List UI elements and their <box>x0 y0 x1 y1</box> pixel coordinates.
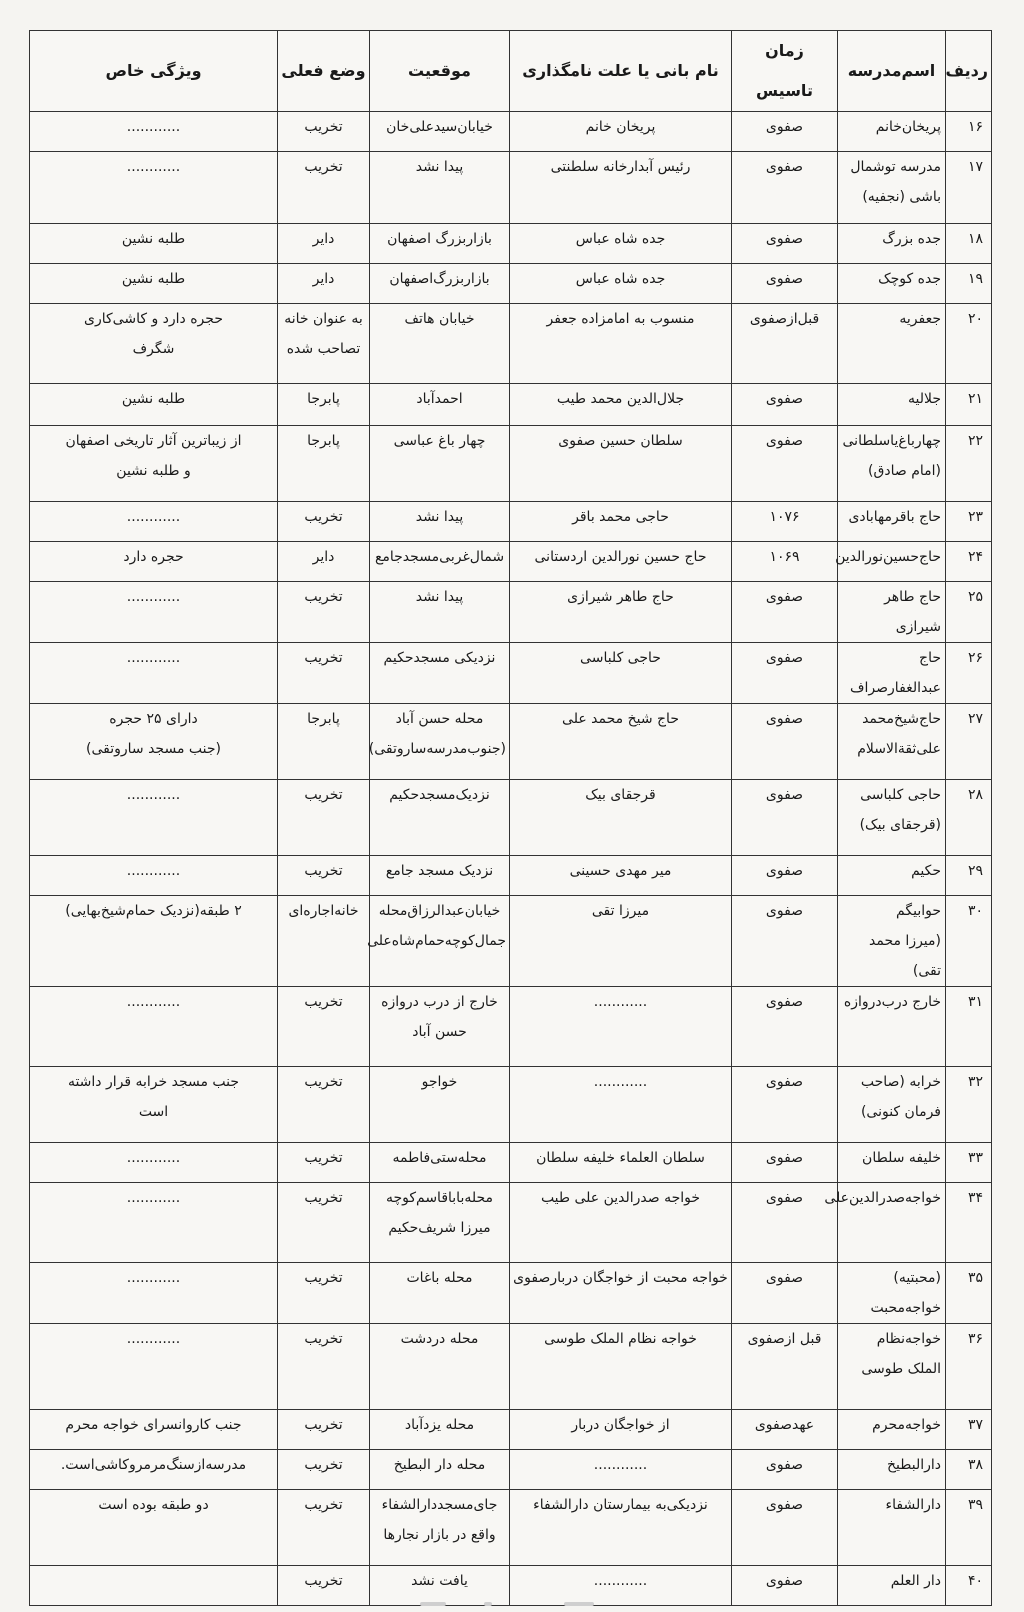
founded-cell: صفوی <box>732 643 838 704</box>
school-name-cell: جده کوچک <box>838 264 946 304</box>
school-name-cell: دارالبطیخ <box>838 1450 946 1490</box>
school-name-cell: خواجه‌نظام الملک طوسی <box>838 1324 946 1410</box>
row-number-cell: ۲۰ <box>946 304 992 384</box>
status-cell: تخریب <box>278 1490 370 1566</box>
founder-cell: سلطان حسین صفوی <box>510 426 732 502</box>
school-name-cell: پریخان‌خانم <box>838 112 946 152</box>
row-number-cell: ۲۸ <box>946 780 992 856</box>
founder-cell: حاجی کلباسی <box>510 643 732 704</box>
location-cell: پیدا نشد <box>370 152 510 224</box>
table-row <box>30 896 992 987</box>
founder-cell: میر مهدی حسینی <box>510 856 732 896</box>
table-body <box>30 112 992 1606</box>
school-name-cell: حاج‌حسین‌نورالدین <box>838 542 946 582</box>
row-number-cell: ۳۸ <box>946 1450 992 1490</box>
founder-cell: سلطان العلماء خلیفه سلطان <box>510 1143 732 1183</box>
feature-cell <box>30 1566 278 1606</box>
founder-cell: حاج شیخ محمد علی <box>510 704 732 780</box>
founder-cell: رئیس آبدارخانه سلطنتی <box>510 152 732 224</box>
table-row <box>30 1143 992 1183</box>
location-cell: محله یزدآباد <box>370 1410 510 1450</box>
header-founder: نام بانی یا علت نامگذاری <box>510 31 732 112</box>
row-number-cell: ۲۵ <box>946 582 992 643</box>
feature-cell: دارای ۲۵ حجره (جنب مسجد ساروتقی) <box>30 704 278 780</box>
status-cell: پابرجا <box>278 426 370 502</box>
school-name-cell: مدرسه توشمال باشی (نجفیه) <box>838 152 946 224</box>
founder-cell: خواجه محبت از خواجگان دربارصفوی <box>510 1263 732 1324</box>
founded-cell: صفوی <box>732 1490 838 1566</box>
feature-cell: ............ <box>30 152 278 224</box>
founded-cell: صفوی <box>732 780 838 856</box>
table-row <box>30 1410 992 1450</box>
status-cell: تخریب <box>278 1263 370 1324</box>
school-name-cell: دارالشفاء <box>838 1490 946 1566</box>
school-name-cell: خواجه‌محرم <box>838 1410 946 1450</box>
table-row <box>30 643 992 704</box>
status-cell: تخریب <box>278 1450 370 1490</box>
row-number-cell: ۲۷ <box>946 704 992 780</box>
row-number-cell: ۴۰ <box>946 1566 992 1606</box>
location-cell: خیابان هاتف <box>370 304 510 384</box>
founder-cell: پریخان خانم <box>510 112 732 152</box>
status-cell: تخریب <box>278 152 370 224</box>
table-row <box>30 987 992 1067</box>
row-number-cell: ۲۱ <box>946 384 992 426</box>
row-number-cell: ۱۸ <box>946 224 992 264</box>
feature-cell: ............ <box>30 643 278 704</box>
school-name-cell: حاج طاهر شیرازی <box>838 582 946 643</box>
table-row <box>30 384 992 426</box>
founder-cell: میرزا تقی <box>510 896 732 987</box>
founder-cell: جده شاه عباس <box>510 264 732 304</box>
table-header-row <box>30 31 992 112</box>
location-cell: چهار باغ عباسی <box>370 426 510 502</box>
row-number-cell: ۲۶ <box>946 643 992 704</box>
founder-cell: ............ <box>510 1067 732 1143</box>
school-name-cell: چهارباغ‌یاسلطانی (امام صادق) <box>838 426 946 502</box>
table-row <box>30 1183 992 1263</box>
founded-cell: صفوی <box>732 1263 838 1324</box>
founder-cell: از خواجگان دربار <box>510 1410 732 1450</box>
founded-cell: ۱۰۷۶ <box>732 502 838 542</box>
school-name-cell: خلیفه سلطان <box>838 1143 946 1183</box>
status-cell: پابرجا <box>278 384 370 426</box>
status-cell: تخریب <box>278 582 370 643</box>
row-number-cell: ۱۶ <box>946 112 992 152</box>
founded-cell: صفوی <box>732 112 838 152</box>
table-row <box>30 304 992 384</box>
feature-cell: از زیباترین آثار تاریخی اصفهان و طلبه نشین <box>30 426 278 502</box>
location-cell: بازاربزرگ اصفهان <box>370 224 510 264</box>
founded-cell: صفوی <box>732 582 838 643</box>
status-cell: دایر <box>278 542 370 582</box>
feature-cell: ............ <box>30 502 278 542</box>
location-cell: احمدآباد <box>370 384 510 426</box>
feature-cell: حجره دارد و کاشی‌کاری شگرف <box>30 304 278 384</box>
header-founded: زمان تاسیس <box>732 31 838 112</box>
feature-cell: جنب مسجد خرابه قرار داشته است <box>30 1067 278 1143</box>
row-number-cell: ۳۷ <box>946 1410 992 1450</box>
founder-cell: جلال‌الدین محمد طیب <box>510 384 732 426</box>
feature-cell: طلبه نشین <box>30 224 278 264</box>
location-cell: محله دار البطیخ <box>370 1450 510 1490</box>
feature-cell: طلبه نشین <box>30 264 278 304</box>
status-cell: تخریب <box>278 1410 370 1450</box>
school-name-cell: حکیم <box>838 856 946 896</box>
table-row <box>30 426 992 502</box>
founder-cell: قرجقای بیک <box>510 780 732 856</box>
school-name-cell: جعفریه <box>838 304 946 384</box>
header-status: وضع فعلی <box>278 31 370 112</box>
table-row <box>30 1490 992 1566</box>
feature-cell: مدرسه‌ازسنگ‌مرمروکاشی‌است. <box>30 1450 278 1490</box>
table-row <box>30 224 992 264</box>
header-row-number: ردیف <box>946 31 992 112</box>
school-name-cell: (محبتیه) خواجه‌محبت <box>838 1263 946 1324</box>
school-name-cell: خواجه‌صدرالدین‌علی <box>838 1183 946 1263</box>
founded-cell: صفوی <box>732 1566 838 1606</box>
school-name-cell: حاج‌شیخ‌محمد علی‌ثقةالاسلام <box>838 704 946 780</box>
founded-cell: صفوی <box>732 152 838 224</box>
founder-cell: جده شاه عباس <box>510 224 732 264</box>
school-name-cell: حاج باقرمهابادی <box>838 502 946 542</box>
founder-cell: ............ <box>510 1566 732 1606</box>
location-cell: یافت نشد <box>370 1566 510 1606</box>
location-cell: نزدیک‌مسجدحکیم <box>370 780 510 856</box>
row-number-cell: ۳۴ <box>946 1183 992 1263</box>
feature-cell: ............ <box>30 582 278 643</box>
table-row <box>30 1450 992 1490</box>
location-cell: شمال‌غربی‌مسجدجامع <box>370 542 510 582</box>
location-cell: جای‌مسجددارالشفاء واقع در بازار نجارها <box>370 1490 510 1566</box>
row-number-cell: ۱۷ <box>946 152 992 224</box>
founded-cell: قبل ازصفوی <box>732 1324 838 1410</box>
status-cell: دایر <box>278 224 370 264</box>
founded-cell: قبل‌ازصفوی <box>732 304 838 384</box>
location-cell: محله حسن آباد (جنوب‌مدرسه‌ساروتقی) <box>370 704 510 780</box>
page-bottom-marks <box>420 1600 620 1608</box>
school-name-cell: دار العلم <box>838 1566 946 1606</box>
school-name-cell: حوابیگم (میرزا محمد تقی) <box>838 896 946 987</box>
founder-cell: خواجه صدرالدین علی طیب <box>510 1183 732 1263</box>
row-number-cell: ۲۹ <box>946 856 992 896</box>
table-row <box>30 264 992 304</box>
row-number-cell: ۳۱ <box>946 987 992 1067</box>
table-row <box>30 152 992 224</box>
status-cell: تخریب <box>278 112 370 152</box>
table-row <box>30 780 992 856</box>
school-name-cell: خرابه (صاحب فرمان کنونی) <box>838 1067 946 1143</box>
founded-cell: صفوی <box>732 1067 838 1143</box>
founded-cell: صفوی <box>732 896 838 987</box>
table-row <box>30 582 992 643</box>
founded-cell: ۱۰۶۹ <box>732 542 838 582</box>
founded-cell: صفوی <box>732 384 838 426</box>
location-cell: خیابان‌سیدعلی‌خان <box>370 112 510 152</box>
location-cell: محله دردشت <box>370 1324 510 1410</box>
status-cell: دایر <box>278 264 370 304</box>
status-cell: تخریب <box>278 1067 370 1143</box>
feature-cell: ............ <box>30 780 278 856</box>
row-number-cell: ۳۵ <box>946 1263 992 1324</box>
location-cell: پیدا نشد <box>370 582 510 643</box>
feature-cell: ............ <box>30 1143 278 1183</box>
table-row <box>30 856 992 896</box>
founder-cell: حاج طاهر شیرازی <box>510 582 732 643</box>
location-cell: خارج از درب دروازه حسن آباد <box>370 987 510 1067</box>
feature-cell: جنب کاروانسرای خواجه محرم <box>30 1410 278 1450</box>
founder-cell: منسوب به امامزاده جعفر <box>510 304 732 384</box>
school-name-cell: حاجی کلباسی (قرجقای بیک) <box>838 780 946 856</box>
status-cell: به عنوان خانه تصاحب شده <box>278 304 370 384</box>
founded-cell: صفوی <box>732 224 838 264</box>
founded-cell: صفوی <box>732 1183 838 1263</box>
table-row <box>30 112 992 152</box>
location-cell: محله‌باباقاسم‌کوچه میرزا شریف‌حکیم <box>370 1183 510 1263</box>
school-name-cell: خارج درب‌دروازه <box>838 987 946 1067</box>
status-cell: تخریب <box>278 1143 370 1183</box>
feature-cell: ............ <box>30 856 278 896</box>
location-cell: خیابان‌عبدالرزاق‌محله جمال‌کوچه‌حمام‌شاه‌علی <box>370 896 510 987</box>
founder-cell: ............ <box>510 1450 732 1490</box>
status-cell: تخریب <box>278 502 370 542</box>
location-cell: پیدا نشد <box>370 502 510 542</box>
row-number-cell: ۲۲ <box>946 426 992 502</box>
row-number-cell: ۳۲ <box>946 1067 992 1143</box>
feature-cell: ............ <box>30 1324 278 1410</box>
status-cell: تخریب <box>278 780 370 856</box>
feature-cell: ۲ طبقه(نزدیک حمام‌شیخ‌بهایی) <box>30 896 278 987</box>
table-row <box>30 1324 992 1410</box>
schools-table <box>29 30 992 1606</box>
founder-cell: نزدیکی‌به بیمارستان دارالشفاء <box>510 1490 732 1566</box>
founded-cell: عهدصفوی <box>732 1410 838 1450</box>
row-number-cell: ۲۴ <box>946 542 992 582</box>
feature-cell: ............ <box>30 987 278 1067</box>
row-number-cell: ۳۶ <box>946 1324 992 1410</box>
status-cell: خانه‌اجاره‌ای <box>278 896 370 987</box>
founder-cell: حاجی محمد باقر <box>510 502 732 542</box>
school-name-cell: جلالیه <box>838 384 946 426</box>
founder-cell: ............ <box>510 987 732 1067</box>
table-row <box>30 1067 992 1143</box>
status-cell: تخریب <box>278 1183 370 1263</box>
location-cell: محله باغات <box>370 1263 510 1324</box>
row-number-cell: ۳۰ <box>946 896 992 987</box>
location-cell: نزدیکی مسجدحکیم <box>370 643 510 704</box>
status-cell: تخریب <box>278 643 370 704</box>
founded-cell: صفوی <box>732 987 838 1067</box>
table-row <box>30 704 992 780</box>
table-row <box>30 1263 992 1324</box>
founded-cell: صفوی <box>732 426 838 502</box>
table-row <box>30 542 992 582</box>
row-number-cell: ۳۳ <box>946 1143 992 1183</box>
feature-cell: دو طبقه بوده است <box>30 1490 278 1566</box>
row-number-cell: ۳۹ <box>946 1490 992 1566</box>
school-name-cell: حاج عبدالغفارصراف <box>838 643 946 704</box>
founded-cell: صفوی <box>732 264 838 304</box>
feature-cell: طلبه نشین <box>30 384 278 426</box>
feature-cell: ............ <box>30 112 278 152</box>
founded-cell: صفوی <box>732 1450 838 1490</box>
status-cell: تخریب <box>278 856 370 896</box>
founded-cell: صفوی <box>732 856 838 896</box>
location-cell: محله‌ستی‌فاطمه <box>370 1143 510 1183</box>
founded-cell: صفوی <box>732 1143 838 1183</box>
location-cell: خواجو <box>370 1067 510 1143</box>
feature-cell: حجره دارد <box>30 542 278 582</box>
founded-cell: صفوی <box>732 704 838 780</box>
founder-cell: خواجه نظام الملک طوسی <box>510 1324 732 1410</box>
feature-cell: ............ <box>30 1263 278 1324</box>
status-cell: پابرجا <box>278 704 370 780</box>
founder-cell: حاج حسین نورالدین اردستانی <box>510 542 732 582</box>
location-cell: بازاربزرگ‌اصفهان <box>370 264 510 304</box>
row-number-cell: ۱۹ <box>946 264 992 304</box>
header-school-name: اسم‌مدرسه <box>838 31 946 112</box>
feature-cell: ............ <box>30 1183 278 1263</box>
header-feature: ویژگی خاص <box>30 31 278 112</box>
table-row <box>30 502 992 542</box>
status-cell: تخریب <box>278 1324 370 1410</box>
header-location: موقعیت <box>370 31 510 112</box>
location-cell: نزدیک مسجد جامع <box>370 856 510 896</box>
school-name-cell: جده بزرگ <box>838 224 946 264</box>
status-cell: تخریب <box>278 1566 370 1606</box>
status-cell: تخریب <box>278 987 370 1067</box>
row-number-cell: ۲۳ <box>946 502 992 542</box>
